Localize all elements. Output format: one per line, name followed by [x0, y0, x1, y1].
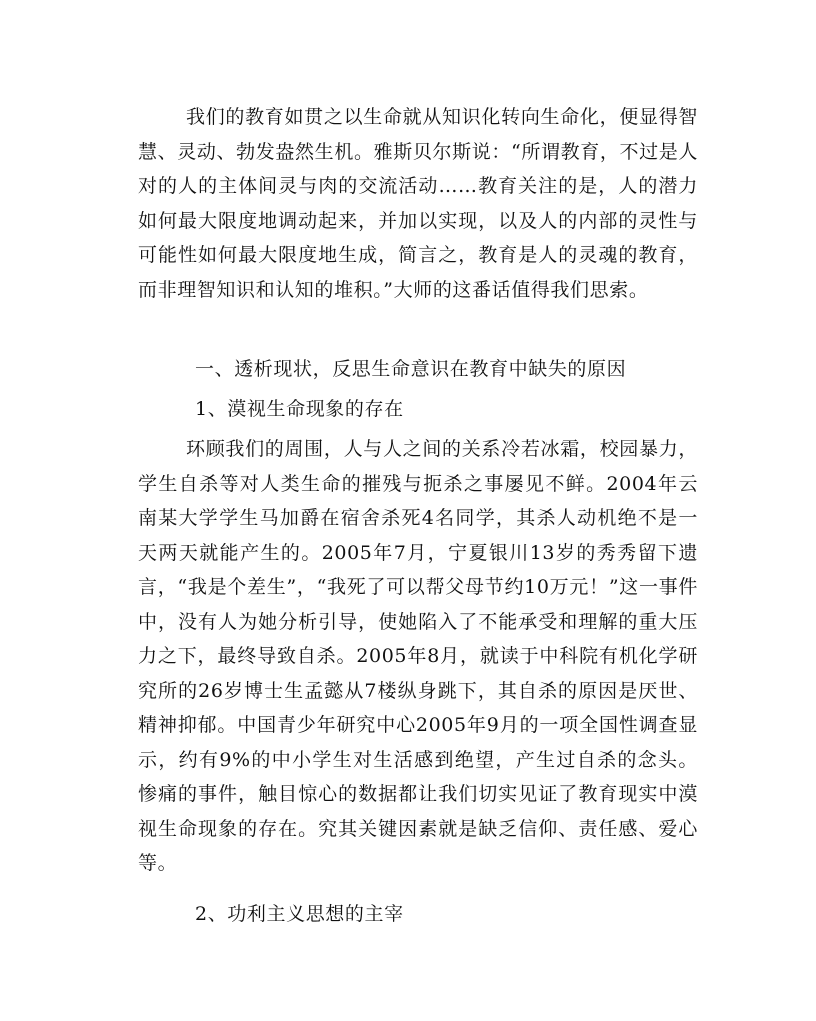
body-paragraph-1: 环顾我们的周围，人与人之间的关系冷若冰霜，校园暴力，学生自杀等对人类生命的摧残与扼杀之事屡见不鲜。2004年云南某大学学生马加爵在宿舍杀死4名同学，其杀人动机绝不是一天两天就能产生的。2005年7月，宁夏银川13岁的秀秀留下遗言，“我是个差生”，“我死了可以帮父母节约10万元！”这一事件中，没有人为她分析引导，使她陷入了不能承受和理解的重大压力之下，最终导致自杀。2005年8月，就读于中科院有机化学研究所的26岁博士生孟懿从7楼纵身跳下，其自杀的原因是厌世、精神抑郁。中国青少年研究中心2005年9月的一项全国性调查显示，约有9%的中小学生对生活感到绝望，产生过自杀的念头。惨痛的事件，触目惊心的数据都让我们切实见证了教育现实中漠视生命现象的存在。究其关键因素就是缺乏信仰、责任感、爱心等。 — [138, 438, 698, 874]
section-heading: 一、透析现状，反思生命意识在教育中缺失的原因 — [195, 358, 627, 380]
intro-paragraph: 我们的教育如贯之以生命就从知识化转向生命化，便显得智慧、灵动、勃发盎然生机。雅斯贝尔斯说：“所谓教育，不过是人对的人的主体间灵与肉的交流活动……教育关注的是，人的潜力如何最大限度地调动起来，并加以实现，以及人的内部的灵性与可能性如何最大限度地生成，简言之，教育是人的灵魂的教育，而非理智知识和认知的堆积。”大师的这番话值得我们思索。 — [138, 106, 698, 301]
subheading-2: 2、功利主义思想的主宰 — [195, 903, 404, 925]
subheading-1: 1、漠视生命现象的存在 — [195, 398, 404, 420]
